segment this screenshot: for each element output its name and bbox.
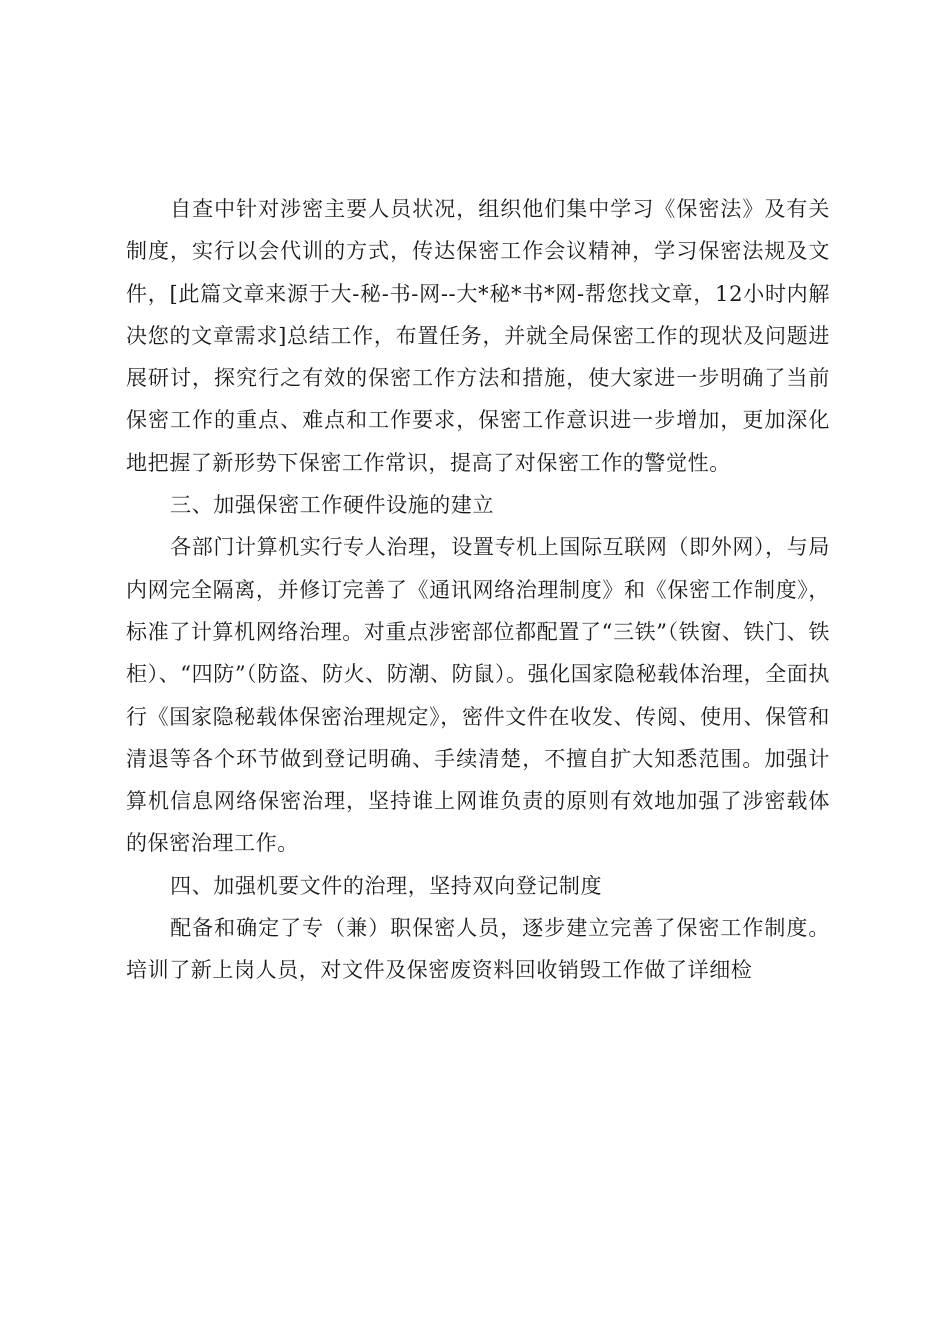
document-body [126, 188, 830, 992]
paragraph-hardware: 各部门计算机实行专人治理，设置专机上国际互联网（即外网），与局内网完全隔离，并修订完善了《通讯网络治理制度》和《保密工作制度》，标准了计算机网络治理。对重点涉密部位都配置了“三铁”（铁窗、铁门、铁柜）、“四防”（防盗、防火、防潮、防鼠）。强化国家隐秘载体治理，全面执行《国家隐秘载体保密治理规定》，密件文件在收发、传阅、使用、保管和清退等各个环节做到登记明确、手续清楚，不擅自扩大知悉范围。加强计算机信息网络保密治理，坚持谁上网谁负责的原则有效地加强了涉密载体的保密治理工作。 [126, 535, 830, 856]
paragraph-self-inspection: 自查中针对涉密主要人员状况，组织他们集中学习《保密法》及有关制度，实行以会代训的方式，传达保密工作会议精神，学习保密法规及文件，[此篇文章来源于大-秘-书-网--大*秘*书*网-帮您找文章，12小时内解决您的文章需求]总结工作，布置任务，并就全局保密工作的现状及问题进展研讨，探究行之有效的保密工作方法和措施，使大家进一步明确了当前保密工作的重点、难点和工作要求，保密工作意识进一步增加，更加深化地把握了新形势下保密工作常识，提高了对保密工作的警觉性。 [126, 197, 830, 475]
section-heading-4: 四、加强机要文件的治理，坚持双向登记制度 [170, 873, 603, 898]
paragraph-staffing: 配备和确定了专（兼）职保密人员，逐步建立完善了保密工作制度。培训了新上岗人员，对文件及保密废资料回收销毁工作做了详细检 [126, 916, 830, 983]
section-heading-3: 三、加强保密工作硬件设施的建立 [170, 493, 495, 518]
